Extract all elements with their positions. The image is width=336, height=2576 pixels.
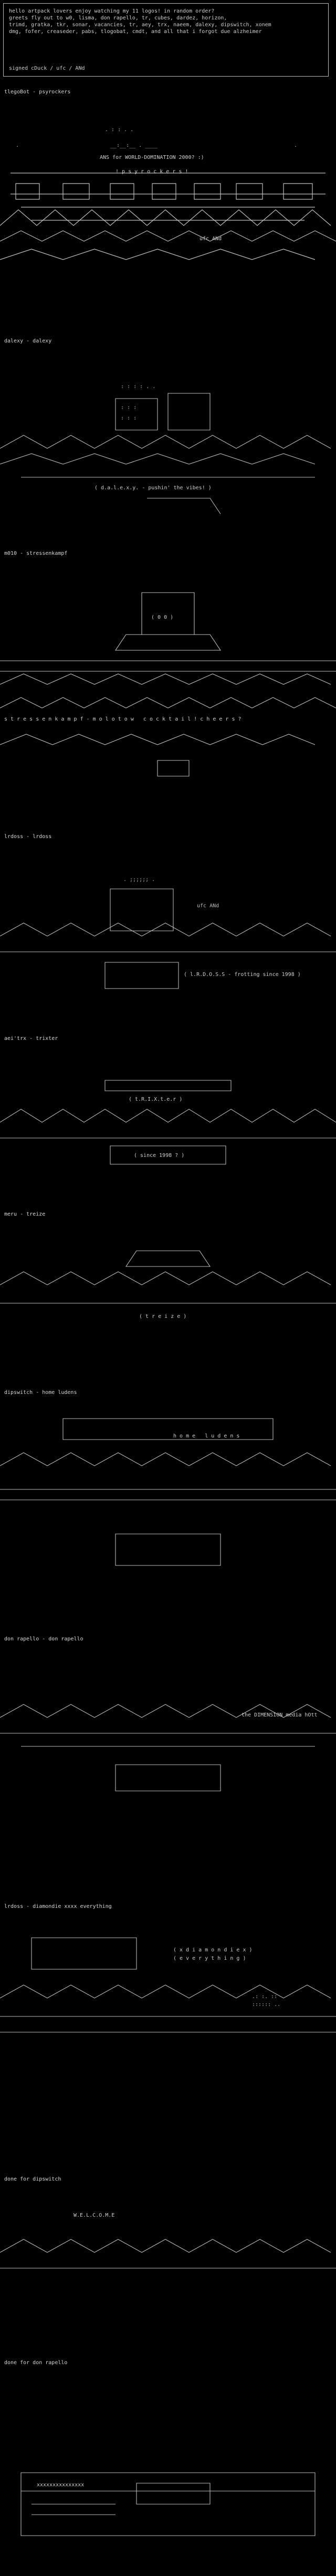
artwork-section-lrdoss (0, 834, 336, 1028)
svg-text:: : : : . .: : : : : . . (121, 384, 156, 390)
svg-text:.: . (294, 143, 298, 148)
svg-text:( 0 0 ): ( 0 0 ) (151, 615, 174, 620)
svg-text:: : :: : : : (121, 405, 137, 411)
intro-box (3, 3, 329, 77)
ascii-logo-graphic (0, 357, 336, 524)
art-text: ( x d i a m o n d i e x ) (173, 1947, 253, 1953)
ascii-logo-graphic (0, 2378, 336, 2557)
ascii-art (0, 1922, 336, 2116)
artwork-section-treize (0, 1211, 336, 1374)
svg-text:.: :. ::: .: :. :: (252, 1994, 278, 2000)
intro-line: dmg, fofer, creaseder, pabs, tlogobat, cmdt, and all that i forgot due alzheimer (9, 29, 262, 35)
intro-line: hello artpack lovers enjoy watching my 11 logos! in random order? (9, 8, 215, 14)
intro-line: greets fly out to w0, lisma, don rapello, tr, cubes, dardez, horizon, (9, 15, 227, 21)
signature: signed cDuck / ufc / ANd (9, 66, 85, 71)
artwork-section-trixter (0, 1036, 336, 1209)
section-title: m010 - stressenkampf (4, 551, 68, 556)
section-title: dipswitch - home ludens (4, 1390, 77, 1396)
artwork-section-dalexy (0, 338, 336, 532)
section-title: done for don rapello (4, 2360, 68, 2366)
section-title: lrdoss - diamondie xxxx everything (4, 1904, 112, 1909)
ascii-art (0, 852, 336, 1020)
ascii-art (0, 2195, 336, 2300)
art-text: W.E.L.C.O.M.E (74, 2213, 115, 2218)
artwork-section-don-rapello-2 (0, 2360, 336, 2564)
svg-text::::::: ..: :::::: .. (252, 2002, 281, 2008)
art-text: ( l.R.D.O.S.S - frotting since 1998 ) (184, 972, 301, 978)
ascii-logo-graphic (0, 1922, 336, 2116)
art-text: ! p s y r o c k e r s ! (116, 169, 188, 175)
svg-text:: : :: : : : (121, 415, 137, 421)
svg-text:.: . (16, 143, 19, 148)
ascii-logo-graphic (0, 1054, 336, 1201)
ascii-logo-graphic (0, 852, 336, 1020)
ascii-art (0, 1230, 336, 1366)
ascii-art (0, 1408, 336, 1602)
art-credit: ( e v e r y t h i n g ) (173, 1956, 246, 1961)
svg-text:. : : . .: . : : . . (105, 127, 134, 133)
artwork-section-diamondie (0, 1904, 336, 2124)
artwork-section-psyrockers (0, 89, 336, 330)
ascii-art (0, 1655, 336, 1812)
ascii-logo-graphic (0, 1408, 336, 1602)
art-caption: ANS for WORLD-DOMINATION 2000? :) (100, 155, 204, 160)
artwork-section-stressenkampf (0, 551, 336, 813)
ascii-logo-graphic (0, 110, 336, 320)
svg-text:. ;;;;;; .: . ;;;;;; . (123, 877, 155, 883)
section-title: done for dipswitch (4, 2176, 61, 2182)
art-text: h o m e l u d e n s (173, 1433, 240, 1439)
art-text: ( t.R.I.X.t.e.r ) (129, 1097, 183, 1102)
ascii-art (0, 357, 336, 524)
ascii-logo-graphic (0, 572, 336, 808)
ascii-art (0, 110, 336, 320)
section-title: dalexy - dalexy (4, 338, 52, 344)
ascii-art (0, 1054, 336, 1201)
art-text: xxxxxxxxxxxxxxx (37, 2482, 85, 2488)
section-title: don rapello - don rapello (4, 1636, 83, 1642)
art-credit: ( since 1998 ? ) (134, 1153, 185, 1158)
intro-line: trimd, gratka, tkr, sonar, vacancies, tr, aey, trx, naeem, dalexy, dipswitch, xonem (9, 22, 271, 28)
art-text: ( t r e i z e ) (139, 1314, 187, 1319)
section-title: meru - treize (4, 1211, 46, 1217)
ascii-art (0, 572, 336, 808)
art-text: ( d.a.l.e.x.y. - pushin' the vibes! ) (94, 485, 212, 491)
section-title: tlegoBot - psyrockers (4, 89, 71, 95)
section-title: aei'trx - trixter (4, 1036, 58, 1042)
art-credit: ufc ANd (200, 236, 222, 242)
svg-text:__:__:__ . ____: __:__:__ . ____ (110, 143, 158, 148)
art-text: the DIMENSION media hOtt (242, 1712, 318, 1718)
ascii-logo-graphic (0, 1655, 336, 1812)
art-text: s t r e s s e n k a m p f - m o l o t o w c o c k t a i l ! c h e e r s ? (4, 716, 242, 722)
artwork-section-don-rapello (0, 1636, 336, 1825)
section-title: lrdoss - lrdoss (4, 834, 52, 840)
ascii-art (0, 2378, 336, 2557)
artwork-section-home-ludens (0, 1390, 336, 1610)
svg-text:ufc ANd: ufc ANd (197, 903, 219, 909)
ascii-logo-graphic (0, 1230, 336, 1366)
artwork-section-welcome (0, 2176, 336, 2302)
ascii-logo-graphic (0, 2195, 336, 2300)
